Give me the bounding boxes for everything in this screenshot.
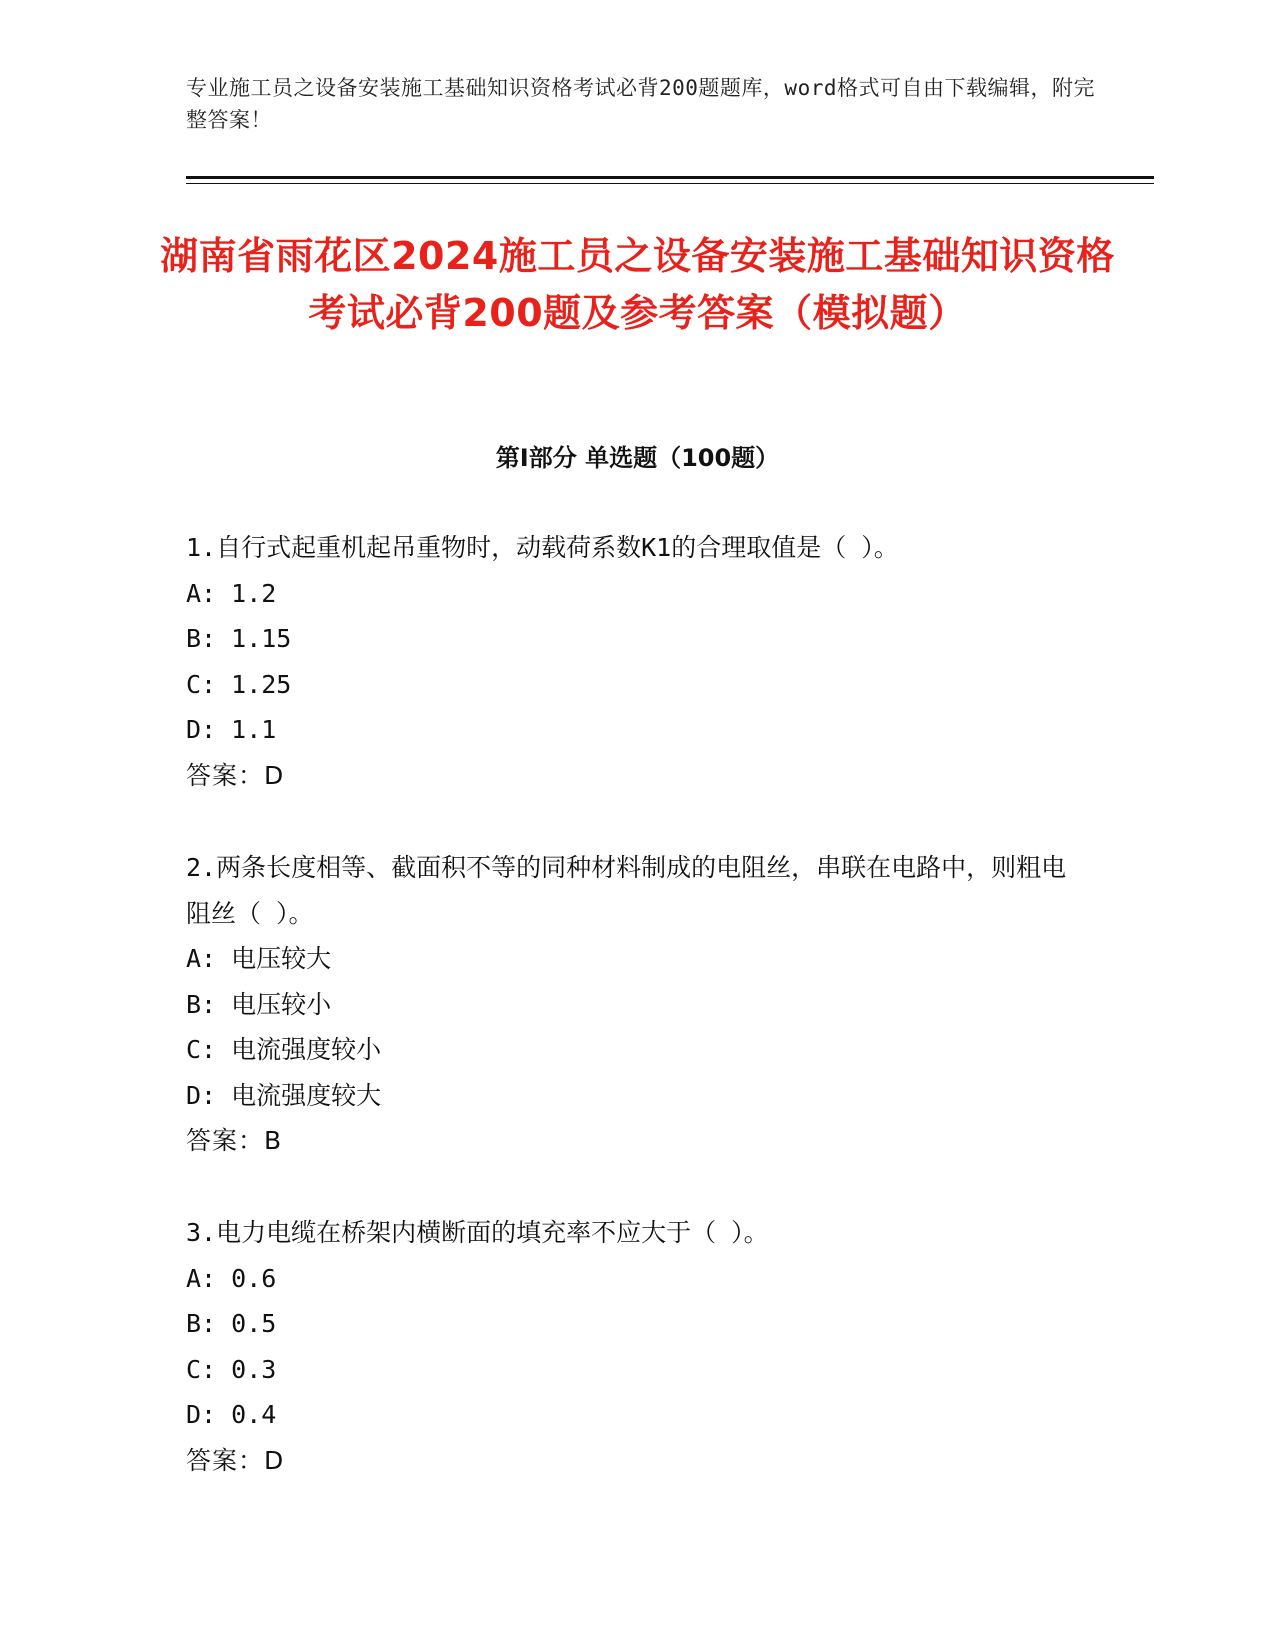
option-b: B: 1.15 — [186, 624, 292, 653]
option-c: C: 电流强度较小 — [186, 1035, 382, 1064]
option-d: D: 1.1 — [186, 715, 277, 744]
option-d: D: 0.4 — [186, 1400, 277, 1429]
question-stem: 1.自行式起重机起吊重物时，动载荷系数K1的合理取值是（ ）。 — [186, 533, 899, 562]
section-title: 第Ⅰ部分 单选题（100题） — [495, 444, 780, 472]
answer-line: 答案：D — [186, 760, 285, 790]
option-b: B: 0.5 — [186, 1309, 277, 1338]
option-a: A: 1.2 — [186, 578, 277, 608]
header-note: 专业施工员之设备安装施工基础知识资格考试必背200题题库，word格式可自由下载编辑，附完整答案！ — [186, 76, 1095, 132]
option-a: A: 0.6 — [186, 1263, 277, 1293]
option-b: B: 电压较小 — [186, 989, 332, 1019]
question-stem: 3.电力电缆在桥架内横断面的填充率不应大于（ ）。 — [186, 1218, 769, 1247]
header-rule-thin — [186, 183, 1154, 184]
option-c: C: 1.25 — [186, 669, 292, 699]
document-title: 湖南省雨花区2024施工员之设备安装施工基础知识资格考试必背200题及参考答案（模拟题） — [160, 234, 1115, 335]
option-a: A: 电压较大 — [186, 944, 332, 973]
answer-line: 答案：D — [186, 1445, 285, 1475]
question-stem: 2.两条长度相等、截面积不等的同种材料制成的电阻丝，串联在电路中，则粗电阻丝（ ）。 — [186, 853, 1067, 928]
option-c: C: 0.3 — [186, 1354, 277, 1384]
question-3 — [186, 1210, 1086, 1483]
answer-line: 答案：B — [186, 1126, 283, 1155]
header-rule-thick — [186, 176, 1154, 179]
option-d: D: 电流强度较大 — [186, 1080, 382, 1110]
question-1 — [186, 525, 1086, 798]
question-2 — [186, 845, 1086, 1164]
